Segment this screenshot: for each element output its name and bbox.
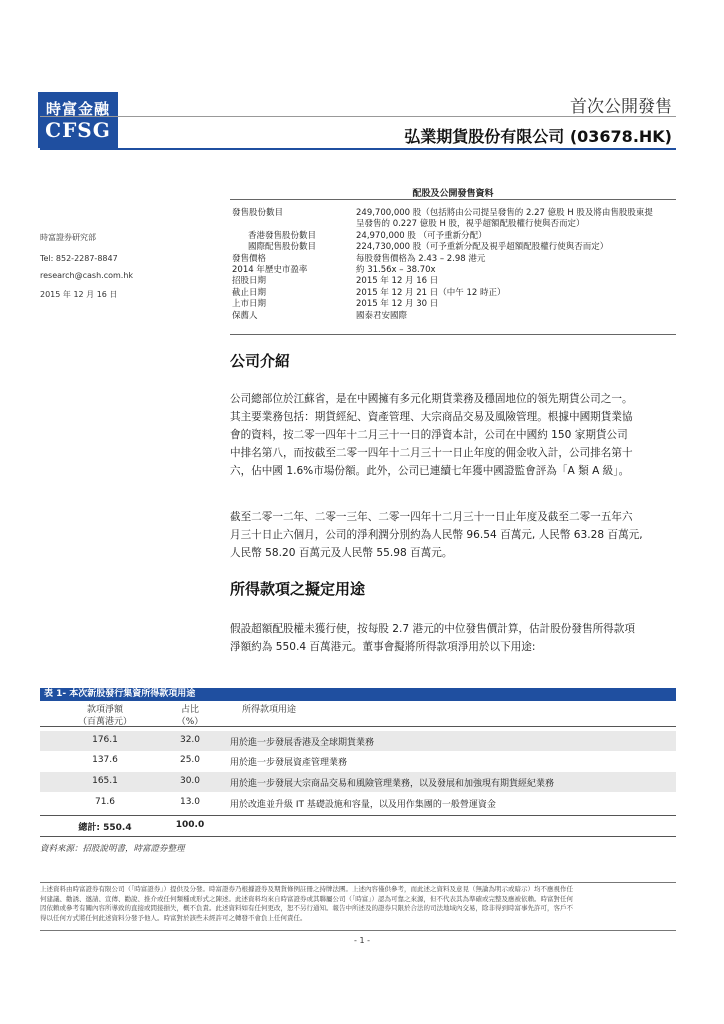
offer-label: 國際配售股份數目 [248, 242, 317, 252]
paragraph-line: 會的資料，按二零一四年十二月三十一日的淨資本計，公司在中國約 150 家期貨公司 [230, 429, 628, 441]
document-type: 首次公開發售 [570, 97, 672, 117]
company-title: 弘業期貨股份有限公司 (03678.HK) [404, 127, 672, 146]
paragraph-line: 因依賴或參考有關內容所導致的直接或間接損失，概不負責。此述資料如有任何更改，恕不另行通知。報告中所述及的證券只限於合法的司法地域內交易，除非得到時富事先許可，客戶不 [40, 904, 573, 912]
offer-value: 24,970,000 股 （可予重新分配） [356, 231, 487, 241]
offer-top-rule [230, 199, 676, 200]
offer-value: 約 31.56x – 38.70x [356, 265, 436, 275]
intro-paragraph-2 [230, 508, 680, 562]
table-bottom-rule [40, 836, 676, 837]
offer-label: 招股日期 [232, 276, 267, 286]
logo-en-text: CFSG [45, 118, 111, 142]
table-source: 資料來源：招股說明書，時富證券整理 [40, 844, 185, 854]
page-number: - 1 - [354, 936, 370, 945]
offer-label: 2014 年歷史市盈率 [232, 265, 308, 275]
intro-heading: 公司介紹 [230, 352, 291, 370]
offer-value: 249,700,000 股（包括將由公司提呈發售的 2.27 億股 H 股及將由售股股東提 [356, 208, 653, 218]
table-total-row [40, 816, 676, 836]
offer-bottom-rule [230, 334, 676, 335]
row-use: 用於進一步發展香港及全球期貨業務 [230, 738, 375, 748]
row-pct: 32.0 [179, 735, 201, 745]
offer-label: 截止日期 [232, 288, 267, 298]
offer-value: 國泰君安國際 [356, 311, 408, 321]
table-row [40, 793, 676, 813]
proceeds-paragraph [230, 620, 680, 656]
proceeds-heading: 所得款項之擬定用途 [230, 580, 366, 598]
table-row [40, 772, 676, 792]
paragraph-line: 得以任何方式將任何此述資料分發予他人。時富對於該些未經許可之轉發不會負上任何責任。 [40, 913, 307, 922]
col-header-pct: 占比 [180, 705, 199, 715]
company-logo [38, 92, 118, 148]
row-use: 用於改進並升級 IT 基礎設施和容量，以及用作集團的一般營運資金 [230, 800, 496, 810]
paragraph-line: 假設超額配股權未獲行使，按每股 2.7 港元的中位發售價計算，估計股份發售所得款項 [230, 623, 635, 635]
paragraph-line: 淨額約為 550.4 百萬港元。董事會擬將所得款項淨用於以下用途: [230, 641, 536, 653]
logo-cn-text: 時富金融 [45, 100, 110, 118]
offer-label: 保薦人 [232, 311, 258, 321]
total-pct: 100.0 [175, 820, 205, 830]
total-amount: 總計: 550.4 [78, 823, 132, 833]
offer-value: 224,730,000 股（可予重新分配及視乎超額配股權行使與否而定） [356, 242, 609, 252]
offer-value: 2015 年 12 月 16 日 [356, 276, 439, 286]
disclaimer-bottom-rule [40, 930, 676, 931]
paragraph-line: 上述資料由時富證券有限公司（「時富證券」）提供及分發。時富證券乃根據證券及期貨條例註冊之持牌法團。上述內容僅供參考，而此述之資料及意見（無論為明示或暗示）均不應視作任 [40, 885, 573, 893]
paragraph-line: 何建議、勸誘、邀請、宣傳、勸說、推介或任何類種或形式之陳述。此述資料均來自時富證券或其聯屬公司（「時富」）認為可靠之來源，但不代表其為準確或完整及應被依賴。時富對任何 [40, 894, 573, 903]
header-band [40, 148, 676, 150]
offer-label: 上市日期 [232, 299, 267, 309]
paragraph-line: 公司總部位於江蘇省，是在中國擁有多元化期貨業務及穩固地位的領先期貨公司之一。 [230, 393, 633, 405]
offer-info-title: 配股及公開發售資料 [412, 189, 494, 199]
offer-label: 發售價格 [232, 254, 267, 264]
row-amount: 165.1 [92, 776, 118, 786]
table-row [40, 751, 676, 771]
disclaimer-text [40, 885, 676, 923]
contact-email[interactable]: research@cash.com.hk [40, 271, 134, 280]
header-divider [40, 116, 676, 117]
row-pct: 30.0 [179, 776, 201, 786]
disclaimer-top-rule [40, 882, 676, 883]
row-use: 用於進一步發展大宗商品交易和風險管理業務，以及發展和加強現有期貨經紀業務 [230, 779, 555, 789]
offer-value: 每股發售價格為 2.43 – 2.98 港元 [356, 254, 486, 264]
offer-value: 2015 年 12 月 21 日（中午 12 時正） [356, 288, 506, 298]
table-row [40, 731, 676, 751]
paragraph-line: 其主要業務包括：期貨經紀、資產管理、大宗商品交易及風險管理。根據中國期貨業協 [230, 411, 633, 423]
contact-tel: Tel: 852-2287-8847 [40, 254, 118, 263]
row-use: 用於進一步發展資產管理業務 [230, 758, 348, 768]
row-amount: 71.6 [94, 797, 116, 807]
row-amount: 176.1 [92, 735, 118, 745]
col-header-amount: 款項淨額 [86, 705, 123, 715]
research-dept: 時富證券研究部 [40, 233, 96, 242]
offer-value: 呈發售的 0.227 億股 H 股，視乎超額配股權行使與否而定） [356, 219, 585, 229]
row-pct: 13.0 [179, 797, 201, 807]
table-caption: 表 1- 本次新股發行集資所得款項用途 [40, 688, 676, 701]
offer-value: 2015 年 12 月 30 日 [356, 299, 439, 309]
intro-paragraph-1 [230, 390, 680, 480]
offer-label: 發售股份數目 [232, 208, 284, 218]
paragraph-line: 人民幣 58.20 百萬元及人民幣 55.98 百萬元。 [230, 547, 453, 559]
paragraph-line: 月三十日止六個月，公司的淨利潤分別約為人民幣 96.54 百萬元, 人民幣 63.28 百萬元, [230, 529, 643, 541]
offer-label: 香港發售股份數目 [248, 231, 317, 241]
col-header-use: 所得款項用途 [242, 705, 297, 715]
paragraph-line: 中排名第八，而按截至二零一四年十二月三十一日止年度的佣金收入計，公司排名第十 [230, 447, 633, 459]
row-pct: 25.0 [179, 755, 201, 765]
row-amount: 137.6 [92, 755, 118, 765]
paragraph-line: 六，佔中國 1.6%市場份額。此外，公司已連續七年獲中國證監會評為「A 類 A 級」。 [230, 465, 630, 477]
paragraph-line: 截至二零一二年、二零一三年、二零一四年十二月三十一日止年度及截至二零一五年六 [230, 511, 633, 523]
report-date: 2015 年 12 月 16 日 [40, 290, 118, 299]
col-header-pct-unit: （%） [176, 717, 204, 727]
col-header-amount-unit: （百萬港元） [77, 717, 132, 727]
table-header-rule [40, 726, 676, 727]
